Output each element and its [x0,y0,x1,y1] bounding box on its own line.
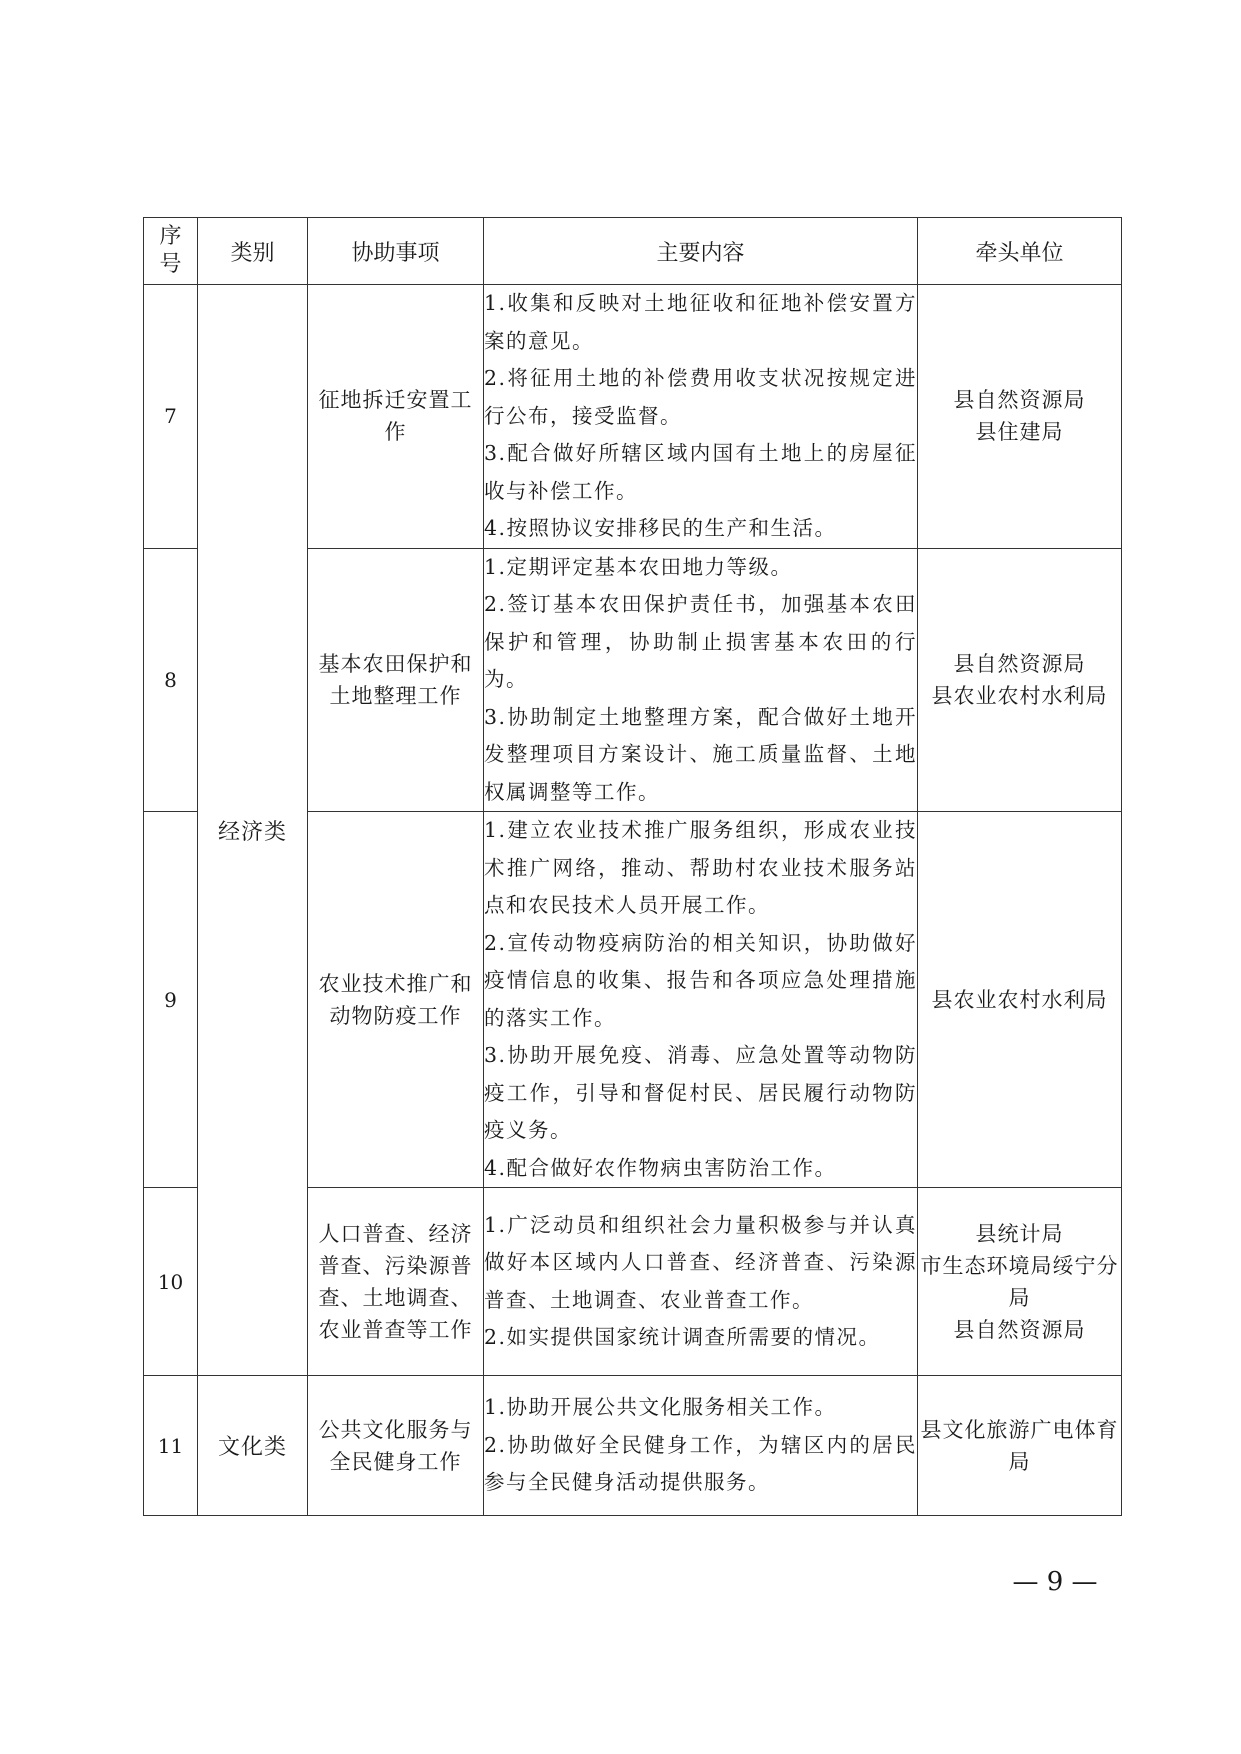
lead-unit: 县自然资源局 [953,388,1086,413]
row-content [484,285,918,549]
category-economy: 经济类 [198,285,308,1376]
content-point: 3.配合做好所辖区域内国有土地上的房屋征收与补偿工作。 [484,441,917,503]
table-header-row [144,218,1122,285]
content-point: 1.定期评定基本农田地力等级。 [484,554,793,579]
content-point: 3.协助制定土地整理方案，配合做好土地开发整理项目方案设计、施工质量监督、土地权属调整等工作。 [484,704,917,804]
lead-unit: 县统计局 [975,1221,1064,1246]
content-point: 1.广泛动员和组织社会力量积极参与并认真做好本区域内人口普查、经济普查、污染源普查、土地调查、农业普查工作。 [484,1212,917,1312]
table-row [144,285,1122,549]
row-content [484,1376,918,1516]
row-seq: 9 [144,812,198,1188]
content-point: 2.签订基本农田保护责任书，加强基本农田保护和管理，协助制止损害基本农田的行为。 [484,592,917,691]
row-item: 征地拆迁安置工作 [308,285,484,549]
header-seq: 序号 [144,218,198,285]
row-unit [918,812,1122,1188]
row-seq: 10 [144,1188,198,1376]
lead-unit: 县农业农村水利局 [931,683,1108,708]
category-culture: 文化类 [198,1376,308,1516]
content-point: 2.将征用土地的补偿费用收支状况按规定进行公布，接受监督。 [484,366,917,428]
content-point: 3.协助开展免疫、消毒、应急处置等动物防疫工作，引导和督促村民、居民履行动物防疫义务。 [484,1043,917,1142]
lead-unit: 县文化旅游广电体育局 [920,1417,1119,1474]
row-unit [918,1188,1122,1376]
header-unit: 牵头单位 [918,218,1122,285]
row-seq: 7 [144,285,198,549]
header-category: 类别 [198,218,308,285]
lead-unit: 县农业农村水利局 [931,987,1108,1012]
row-content [484,812,918,1188]
lead-unit: 县住建局 [975,420,1064,445]
content-point: 4.按照协议安排移民的生产和生活。 [484,516,837,540]
content-point: 2.宣传动物疫病防治的相关知识，协助做好疫情信息的收集、报告和各项应急处理措施的落实工作。 [484,930,917,1030]
row-item: 人口普查、经济普查、污染源普查、土地调查、农业普查等工作 [308,1188,484,1376]
responsibility-table [143,217,1122,1516]
row-seq: 11 [144,1376,198,1516]
row-unit [918,548,1122,812]
content-point: 1.建立农业技术推广服务组织，形成农业技术推广网络，推动、帮助村农业技术服务站点和农民技术人员开展工作。 [484,818,917,917]
lead-unit: 市生态环境局绥宁分局 [920,1253,1119,1310]
row-item: 基本农田保护和土地整理工作 [308,548,484,812]
header-content: 主要内容 [484,218,918,285]
row-seq: 8 [144,548,198,812]
row-unit [918,285,1122,549]
header-item: 协助事项 [308,218,484,285]
content-point: 1.收集和反映对土地征收和征地补偿安置方案的意见。 [484,291,917,353]
content-point: 4.配合做好农作物病虫害防治工作。 [484,1155,837,1180]
row-content [484,1188,918,1376]
table-row [144,1376,1122,1516]
row-unit [918,1376,1122,1516]
row-item: 公共文化服务与全民健身工作 [308,1376,484,1516]
content-point: 2.如实提供国家统计调查所需要的情况。 [484,1325,881,1349]
lead-unit: 县自然资源局 [953,1317,1086,1342]
content-point: 1.协助开展公共文化服务相关工作。 [484,1395,837,1420]
content-point: 2.协助做好全民健身工作，为辖区内的居民参与全民健身活动提供服务。 [484,1432,917,1495]
page-number: — 9 — [1012,1567,1098,1597]
row-item: 农业技术推广和动物防疫工作 [308,812,484,1188]
row-content [484,548,918,812]
lead-unit: 县自然资源局 [953,651,1086,676]
